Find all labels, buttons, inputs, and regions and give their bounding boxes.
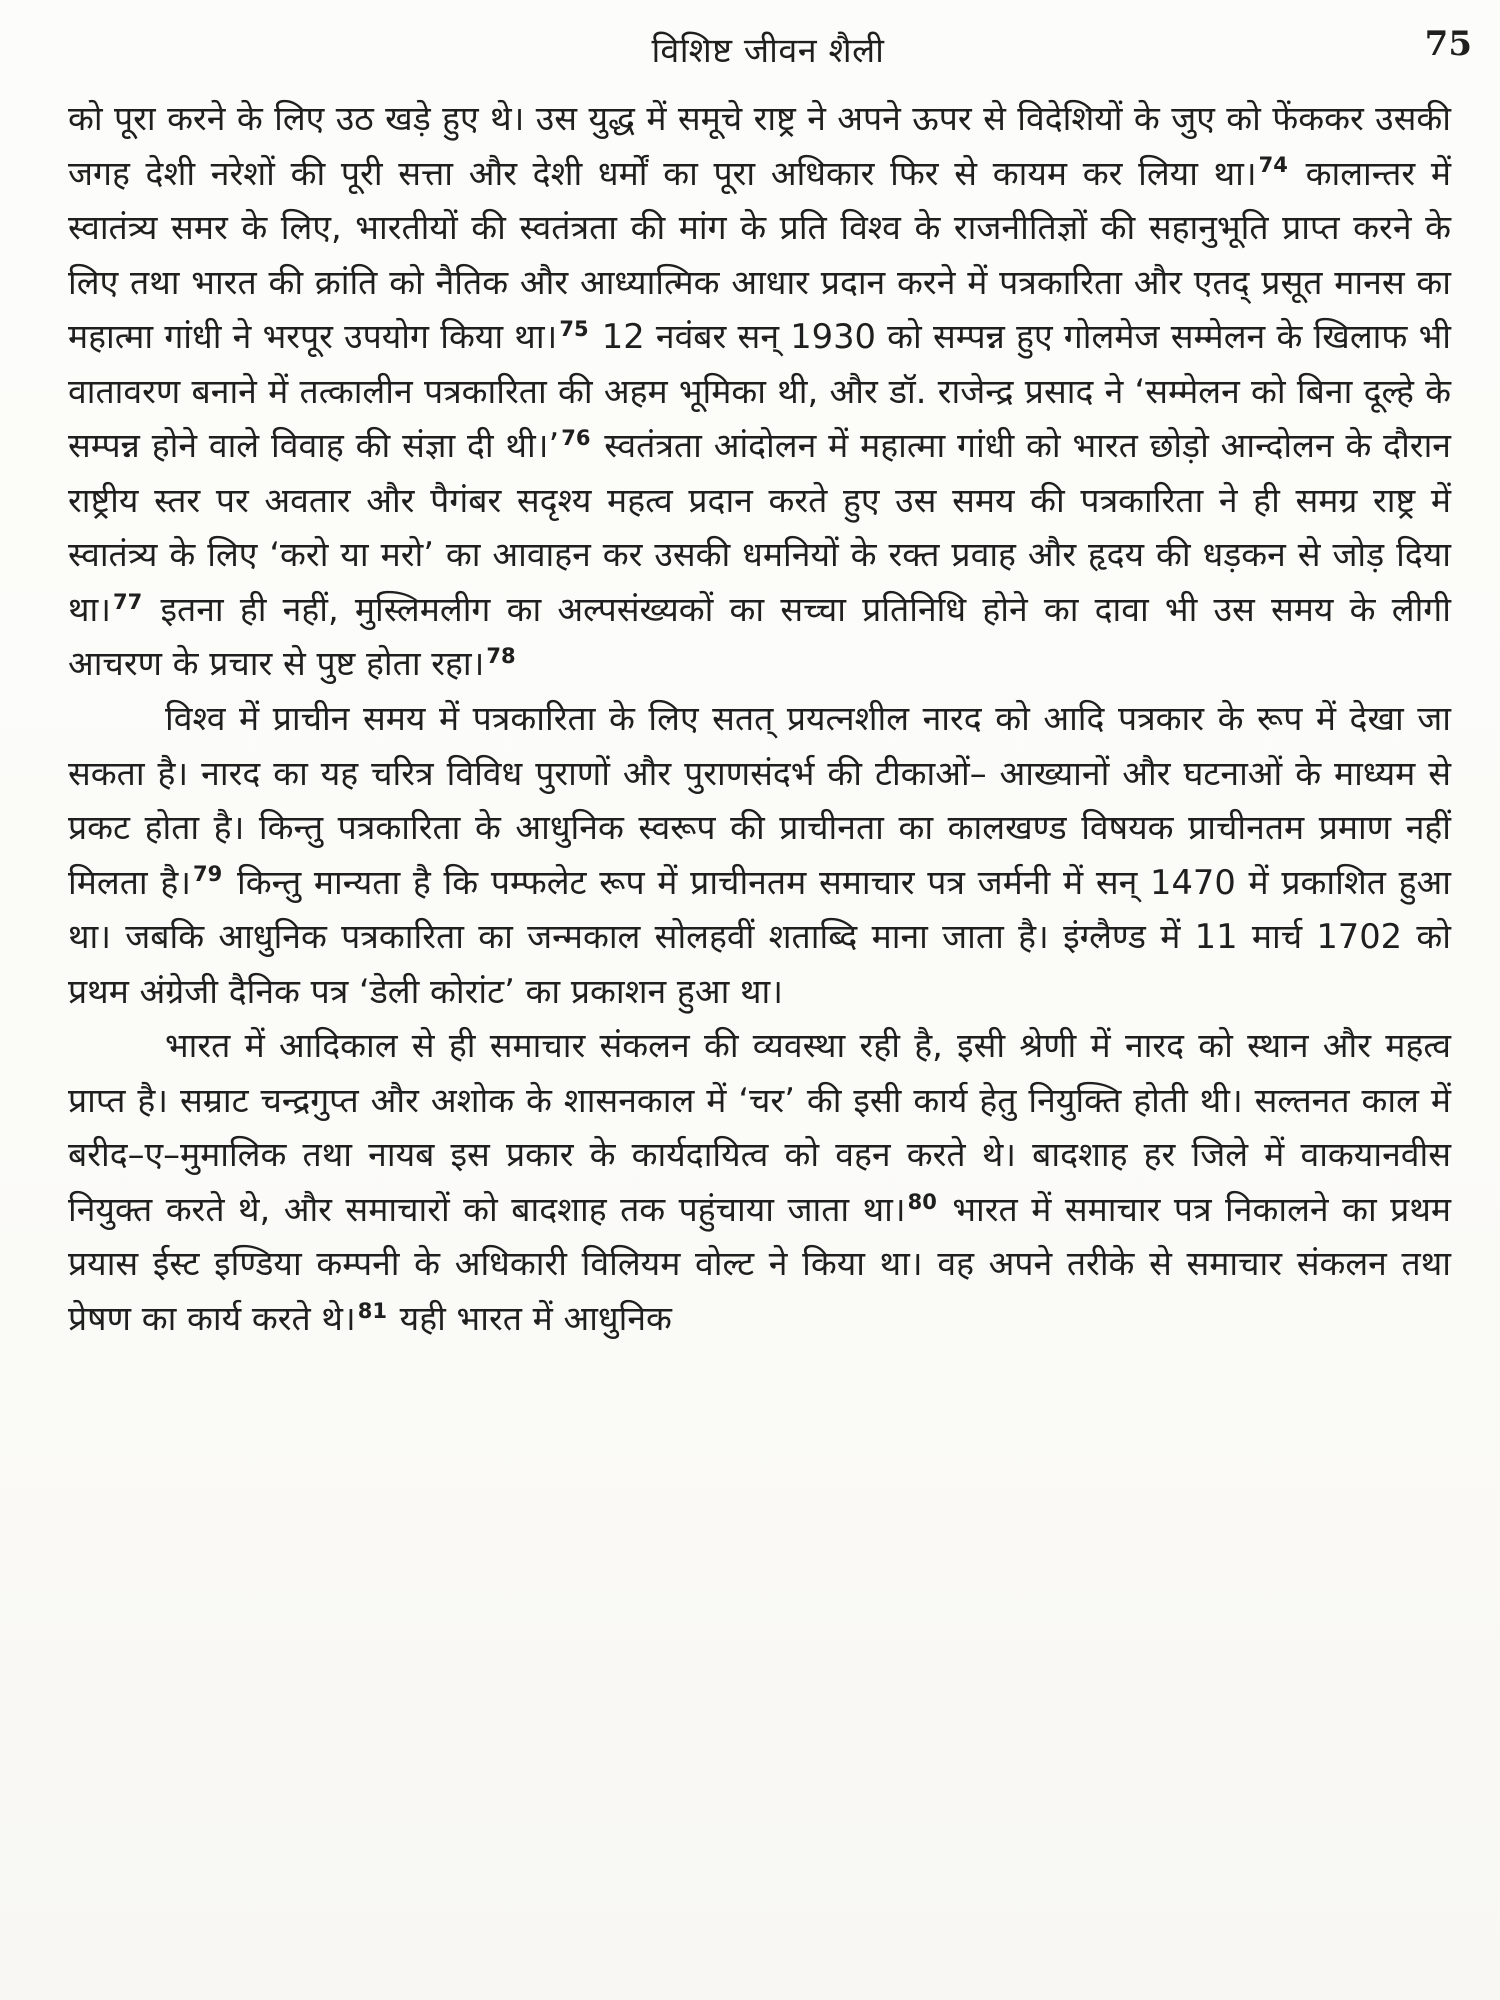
footnote-ref: 75 <box>559 316 589 341</box>
body-text <box>68 92 1451 1347</box>
footnote-ref: 80 <box>907 1189 937 1214</box>
text-segment: किन्तु मान्यता है कि पम्फलेट रूप में प्राचीनतम समाचार पत्र जर्मनी में सन् 1470 में प्रकाशित हुआ था। जबकि आधुनिक पत्रकारिता का जन्मकाल सोलहवीं शताब्दि माना जाता है। इंग्लैण्ड में 11 मार्च 1702 को प्रथम अंग्रेजी दैनिक पत्र ‘डेली कोरांट’ का प्रकाशन हुआ था। <box>68 862 1451 1011</box>
text-segment: यही भारत में आधुनिक <box>399 1299 672 1339</box>
text-segment: स्वतंत्रता आंदोलन में महात्मा गांधी को भारत छोड़ो आन्दोलन के दौरान राष्ट्रीय स्तर पर अवतार और पैगंबर सदृश्य महत्व प्रदान करते हुए उस समय की पत्रकारिता ने ही समग्र राष्ट्र में स्वातंत्र्य के लिए ‘करो या मरो’ का आवाहन कर उसकी धमनियों के रक्त प्रवाह और हृदय की धड़कन से जोड़ दिया था। <box>68 426 1451 629</box>
footnote-ref: 78 <box>486 644 516 669</box>
page-number: 75 <box>1424 24 1472 64</box>
text-segment: भारत में आदिकाल से ही समाचार संकलन की व्यवस्था रही है, इसी श्रेणी में नारद को स्थान और महत्व प्राप्त है। सम्राट चन्द्रगुप्त और अशोक के शासनकाल में ‘चर’ की इसी कार्य हेतु नियुक्ति होती थी। सल्तनत काल में बरीद–ए–मुमालिक तथा नायब इस प्रकार के कार्यदायित्व को वहन करते थे। बादशाह हर जिले में वाकयानवीस नियुक्त करते थे, और समाचारों को बादशाह तक पहुंचाया जाता था। <box>68 1026 1451 1229</box>
text-segment: कालान्तर में स्वातंत्र्य समर के लिए, भारतीयों की स्वतंत्रता की मांग के प्रति विश्व के राजनीतिज्ञों की सहानुभूति प्राप्त करने के लिए तथा भारत की क्रांति को नैतिक और आध्यात्मिक आधार प्रदान करने में पत्रकारिता और एतद् प्रसूत मानस का महात्मा गांधी ने भरपूर उपयोग किया था। <box>68 153 1451 357</box>
footnote-ref: 81 <box>357 1298 387 1323</box>
text-segment: 12 नवंबर सन् 1930 को सम्पन्न हुए गोलमेज सम्मेलन के खिलाफ भी वातावरण बनाने में तत्कालीन पत्रकारिता की अहम भूमिका थी, और डॉ. राजेन्द्र प्रसाद ने ‘सम्मेलन को बिना दूल्हे के सम्पन्न होने वाले विवाह की संज्ञा दी थी।’ <box>68 317 1451 466</box>
text-segment: भारत में समाचार पत्र निकालने का प्रथम प्रयास ईस्ट इण्डिया कम्पनी के अधिकारी विलियम वोल्ट ने किया था। वह अपने तरीके से समाचार संकलन तथा प्रेषण का कार्य करते थे। <box>68 1189 1451 1339</box>
footnote-ref: 77 <box>113 589 143 614</box>
text-segment: को पूरा करने के लिए उठ खड़े हुए थे। उस युद्ध में समूचे राष्ट्र ने अपने ऊपर से विदेशियों के जुए को फेंककर उसकी जगह देशी नरेशों की पूरी सत्ता और देशी धर्मों का पूरा अधिकार फिर से कायम कर लिया था। <box>68 99 1451 193</box>
paragraph-1 <box>68 92 1451 692</box>
paragraph-2 <box>68 692 1451 1019</box>
text-segment: इतना ही नहीं, मुस्लिमलीग का अल्पसंख्यकों का सच्चा प्रतिनिधि होने का दावा भी उस समय के लीगी आचरण के प्रचार से पुष्ट होता रहा। <box>68 589 1451 684</box>
paragraph-3 <box>68 1019 1451 1346</box>
chapter-title: विशिष्ट जीवन शैली <box>651 31 885 71</box>
text-segment: विश्व में प्राचीन समय में पत्रकारिता के लिए सतत् प्रयत्नशील नारद को आदि पत्रकार के रूप में देखा जा सकता है। नारद का यह चरित्र विविध पुराणों और पुराणसंदर्भ की टीकाओं– आख्यानों और घटनाओं के माध्यम से प्रकट होता है। किन्तु पत्रकारिता के आधुनिक स्वरूप की प्राचीनता का कालखण्ड विषयक प्राचीनतम प्रमाण नहीं मिलता है। <box>68 699 1451 902</box>
footnote-ref: 79 <box>193 862 223 887</box>
footnote-ref: 76 <box>561 426 591 451</box>
running-header <box>0 22 1500 72</box>
footnote-ref: 74 <box>1258 153 1288 178</box>
